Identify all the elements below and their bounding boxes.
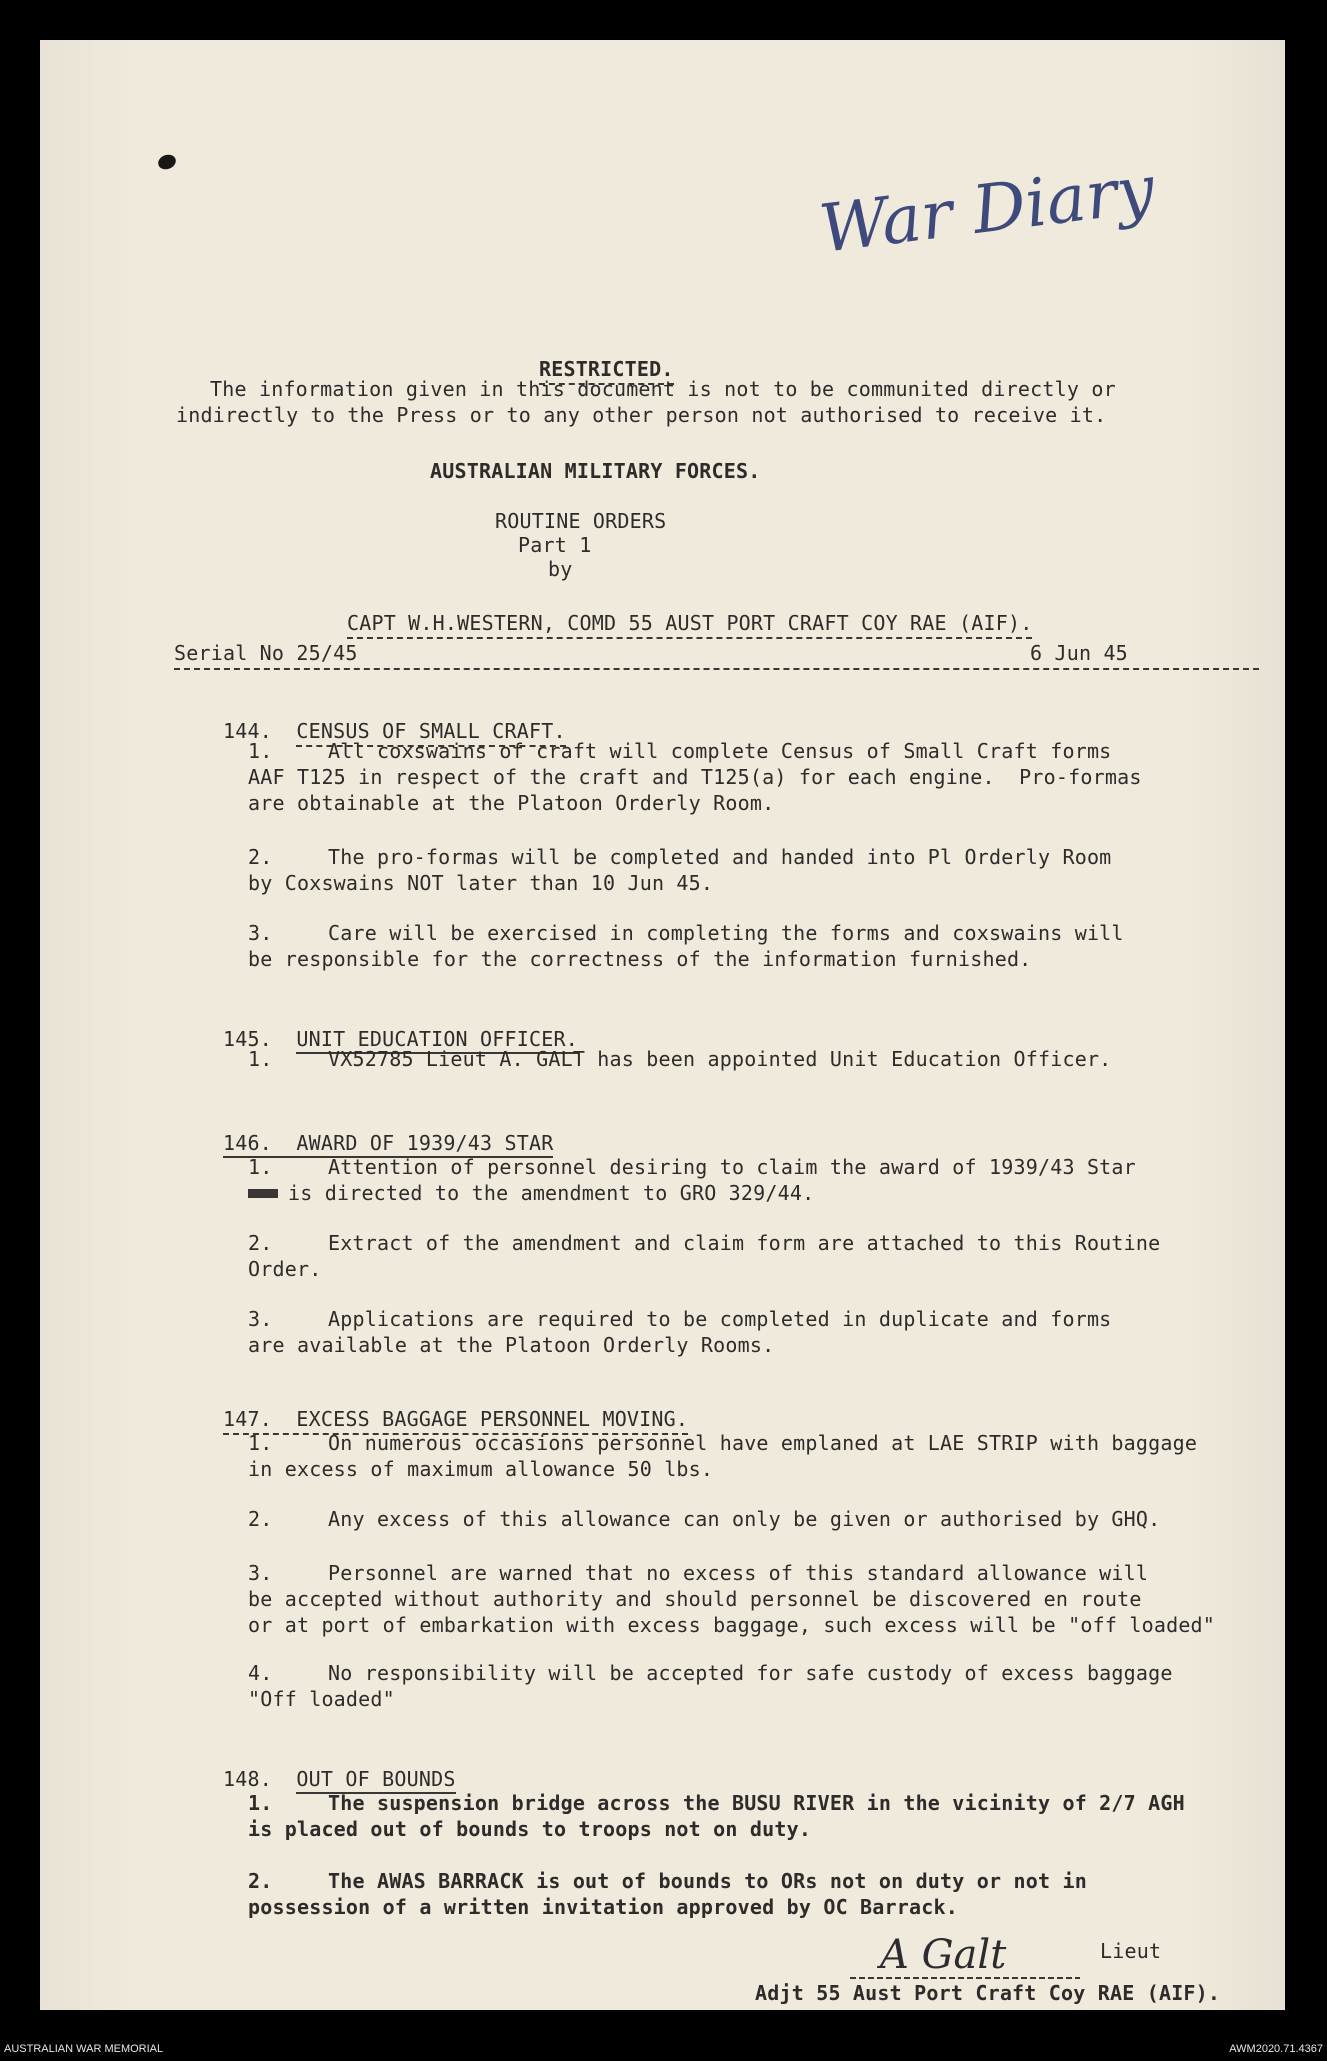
footer-credit: AUSTRALIAN WAR MEMORIAL	[4, 2043, 164, 2055]
para-line: is directed to the amendment to GRO 329/44.	[288, 1181, 815, 1205]
orders-part: Part 1	[518, 533, 592, 557]
para-line: are obtainable at the Platoon Orderly Room.	[248, 791, 775, 815]
para-number: 1.	[248, 1047, 273, 1071]
para-line: No responsibility will be accepted for safe custody of excess baggage	[328, 1661, 1173, 1685]
para-line: All coxswains of craft will complete Census of Small Craft forms	[328, 739, 1112, 763]
section-heading: EXCESS BAGGAGE PERSONNEL MOVING.	[296, 1407, 689, 1431]
section-heading: CENSUS OF SMALL CRAFT.	[296, 719, 565, 747]
warning-line-1: The information given in this document is not to be communited directly or	[210, 377, 1116, 401]
document-page	[40, 40, 1285, 2010]
para-number: 3.	[248, 1307, 273, 1331]
para-line: VX52785 Lieut A. GALT has been appointed Unit Education Officer.	[328, 1047, 1112, 1071]
section-heading: UNIT EDUCATION OFFICER.	[296, 1027, 578, 1054]
signature-rank: Lieut	[1100, 1939, 1162, 1963]
orders-by: by	[548, 557, 573, 581]
para-line: be responsible for the correctness of the information furnished.	[248, 947, 1032, 971]
signature-handwriting: A Galt	[880, 1932, 1007, 1978]
para-line: The suspension bridge across the BUSU RIVER in the vicinity of 2/7 AGH	[328, 1791, 1185, 1815]
para-line: or at port of embarkation with excess baggage, such excess will be "off loaded"	[248, 1613, 1216, 1637]
para-line: Personnel are warned that no excess of this standard allowance will	[328, 1561, 1149, 1585]
warning-line-2: indirectly to the Press or to any other person not authorised to receive it.	[176, 403, 1107, 427]
para-number: 2.	[248, 1869, 273, 1893]
para-line: Applications are required to be completed in duplicate and forms	[328, 1307, 1112, 1331]
para-number: 1.	[248, 1155, 273, 1179]
para-line: is placed out of bounds to troops not on duty.	[248, 1817, 812, 1841]
footer-reference: AWM2020.71.4367	[1229, 2043, 1323, 2055]
para-line: Any excess of this allowance can only be given or authorised by GHQ.	[328, 1507, 1161, 1531]
serial-number: Serial No 25/45	[174, 641, 358, 665]
handwritten-title-text: War Diary	[815, 150, 1159, 268]
signature-appointment: Adjt 55 Aust Port Craft Coy RAE (AIF).	[755, 1981, 1221, 2005]
strikeout-mark	[248, 1189, 278, 1198]
punch-hole	[156, 152, 178, 171]
para-line: On numerous occasions personnel have emplaned at LAE STRIP with baggage	[328, 1431, 1198, 1455]
para-line: by Coxswains NOT later than 10 Jun 45.	[248, 871, 714, 895]
para-line: in excess of maximum allowance 50 lbs.	[248, 1457, 714, 1481]
para-number: 1.	[248, 1791, 273, 1815]
para-number: 1.	[248, 739, 273, 763]
para-line: "Off loaded"	[248, 1687, 395, 1711]
force-heading: AUSTRALIAN MILITARY FORCES.	[430, 459, 761, 483]
para-number: 1.	[248, 1431, 273, 1455]
section-number: 146.	[222, 1131, 272, 1155]
para-line: The pro-formas will be completed and handed into Pl Orderly Room	[328, 845, 1112, 869]
para-number: 2.	[248, 1231, 273, 1255]
section-number: 145.	[222, 1027, 272, 1051]
para-line: be accepted without authority and should personnel be discovered en route	[248, 1587, 1142, 1611]
section-number: 147.	[222, 1407, 272, 1431]
para-line: AAF T125 in respect of the craft and T125(a) for each engine. Pro-formas	[248, 765, 1142, 789]
section-number: 148.	[222, 1767, 272, 1791]
serial-rule	[174, 668, 1259, 670]
para-line: Extract of the amendment and claim form are attached to this Routine	[328, 1231, 1161, 1255]
para-number: 2.	[248, 845, 273, 869]
section-number: 144.	[222, 719, 272, 743]
para-number: 3.	[248, 1561, 273, 1585]
para-line: Care will be exercised in completing the forms and coxswains will	[328, 921, 1124, 945]
classification: RESTRICTED.	[539, 357, 674, 385]
issuer: CAPT W.H.WESTERN, COMD 55 AUST PORT CRAFT COY RAE (AIF).	[347, 611, 1033, 639]
para-line: possession of a written invitation approved by OC Barrack.	[248, 1895, 958, 1919]
orders-title: ROUTINE ORDERS	[495, 509, 667, 533]
handwritten-title	[810, 140, 1170, 270]
section-heading: OUT OF BOUNDS	[296, 1767, 455, 1794]
para-line: are available at the Platoon Orderly Rooms.	[248, 1333, 775, 1357]
serial-date: 6 Jun 45	[1030, 641, 1128, 665]
para-line: The AWAS BARRACK is out of bounds to ORs not on duty or not in	[328, 1869, 1087, 1893]
para-line: Order.	[248, 1257, 322, 1281]
para-number: 4.	[248, 1661, 273, 1685]
para-number: 2.	[248, 1507, 273, 1531]
section-heading: AWARD OF 1939/43 STAR	[296, 1131, 554, 1155]
para-number: 3.	[248, 921, 273, 945]
para-line: Attention of personnel desiring to claim the award of 1939/43 Star	[328, 1155, 1136, 1179]
